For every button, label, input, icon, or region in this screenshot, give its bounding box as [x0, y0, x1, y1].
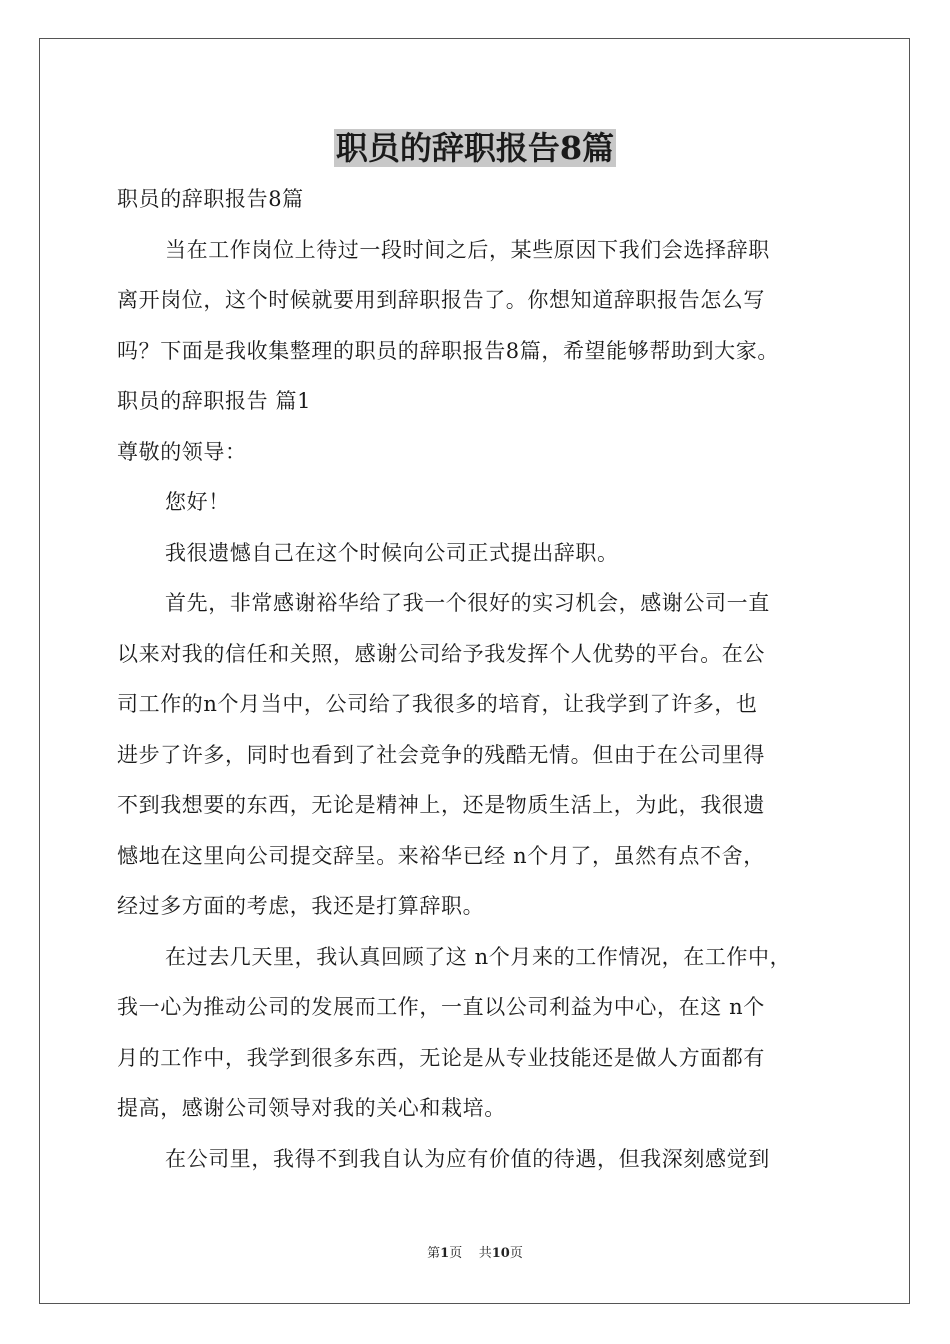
document-body	[117, 174, 842, 1184]
paragraph-line: 以来对我的信任和关照，感谢公司给予我发挥个人优势的平台。在公	[117, 641, 765, 666]
paragraph-line: 当在工作岗位上待过一段时间之后，某些原因下我们会选择辞职	[165, 237, 770, 262]
paragraph-line: 在过去几天里，我认真回顾了这 n个月来的工作情况，在工作中，	[165, 944, 792, 969]
paragraph-line: 吗？下面是我收集整理的职员的辞职报告8篇，希望能够帮助到大家。	[117, 338, 779, 363]
section-heading: 职员的辞职报告 篇1	[117, 389, 312, 413]
page-footer	[0, 1245, 950, 1263]
total-page-count: 10	[491, 1246, 510, 1261]
current-page-number: 1	[440, 1246, 450, 1261]
paragraph-line: 经过多方面的考虑，我还是打算辞职。	[117, 894, 485, 918]
paragraph-line: 提高，感谢公司领导对我的关心和栽培。	[117, 1096, 506, 1120]
paragraph-line: 司工作的n个月当中，公司给了我很多的培育，让我学到了许多，也	[117, 692, 758, 716]
footer-prefix: 第	[427, 1246, 441, 1261]
salutation: 尊敬的领导：	[117, 439, 247, 464]
document-title	[0, 126, 950, 170]
subtitle-line: 职员的辞职报告8篇	[117, 187, 304, 211]
footer-middle: 页 共	[449, 1246, 492, 1261]
paragraph-line: 首先，非常感谢裕华给了我一个很好的实习机会，感谢公司一直	[165, 591, 770, 615]
footer-suffix: 页	[509, 1246, 523, 1261]
paragraph-line: 我一心为推动公司的发展而工作，一直以公司利益为中心，在这 n个	[117, 995, 765, 1019]
paragraph-line: 在公司里，我得不到我自认为应有价值的待遇，但我深刻感觉到	[165, 1146, 770, 1171]
paragraph-line: 月的工作中，我学到很多东西，无论是从专业技能还是做人方面都有	[117, 1045, 765, 1070]
paragraph-line: 不到我想要的东西，无论是精神上，还是物质生活上，为此，我很遗	[117, 793, 765, 817]
paragraph-line: 进步了许多，同时也看到了社会竞争的残酷无情。但由于在公司里得	[117, 742, 765, 767]
document-title-text: 职员的辞职报告8篇	[335, 129, 615, 167]
greeting: 您好！	[165, 490, 230, 514]
paragraph-line: 离开岗位，这个时候就要用到辞职报告了。你想知道辞职报告怎么写	[117, 288, 765, 312]
paragraph-line: 憾地在这里向公司提交辞呈。来裕华已经 n个月了，虽然有点不舍，	[117, 843, 765, 868]
paragraph-line: 我很遗憾自己在这个时候向公司正式提出辞职。	[165, 540, 619, 565]
